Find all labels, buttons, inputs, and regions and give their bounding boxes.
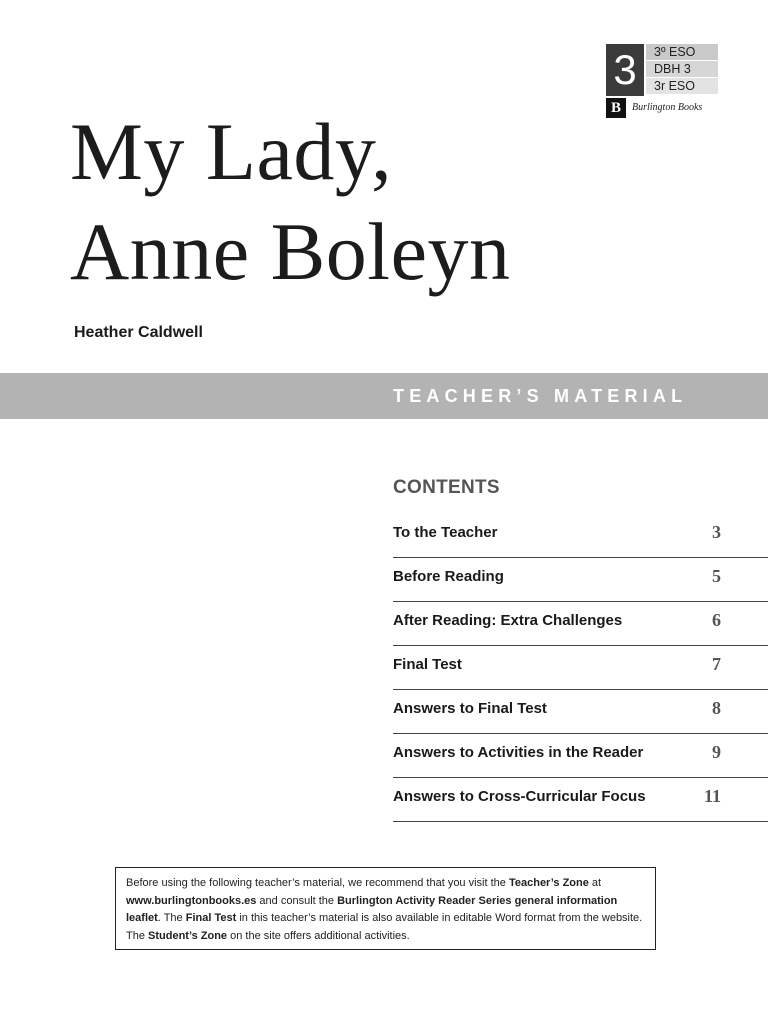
- notice-text: . The: [157, 912, 186, 924]
- toc-item-page: 8: [712, 698, 721, 718]
- book-title: [70, 102, 630, 302]
- notice-text: on the site offers additional activities.: [227, 929, 410, 942]
- notice-text: Before using the following teacher’s material, we recommend that you visit the: [126, 877, 509, 889]
- section-band: [0, 373, 768, 419]
- table-of-contents: [393, 514, 768, 822]
- level-number: 3: [606, 44, 644, 96]
- level-label-3r: 3r ESO: [646, 78, 718, 94]
- notice-leaflet: Burlington Activity Reader Series general information leaflet: [126, 894, 618, 924]
- toc-item-page: 3: [712, 522, 721, 542]
- notice-text: at: [588, 877, 602, 889]
- toc-item-label: Answers to Activities in the Reader: [393, 744, 644, 761]
- toc-item-label: Answers to Cross-Curricular Focus: [393, 788, 646, 805]
- notice-teachers-zone: Teacher’s Zone: [508, 877, 589, 889]
- publisher-name: Burlington Books: [632, 102, 703, 113]
- toc-item-label: Before Reading: [393, 568, 504, 585]
- toc-item-to-the-teacher[interactable]: [393, 514, 768, 558]
- level-label-dbh: DBH 3: [646, 61, 718, 77]
- toc-item-label: Answers to Final Test: [393, 700, 547, 717]
- toc-item-answers-cross-curricular[interactable]: [393, 778, 768, 822]
- toc-item-page: 11: [703, 786, 721, 806]
- section-band-title: TEACHER’S MATERIAL: [393, 386, 688, 406]
- notice-text: in this teacher’s material is also available in editable Word format from the website. The: [126, 912, 643, 942]
- toc-item-page: 7: [712, 654, 721, 674]
- book-title-line-2: Anne Boleyn: [70, 206, 511, 297]
- notice-students-zone: Student’s Zone: [148, 929, 228, 942]
- toc-item-label: After Reading: Extra Challenges: [393, 612, 623, 629]
- book-title-line-1: My Lady,: [70, 106, 393, 197]
- publisher-logo-icon: B: [606, 98, 626, 118]
- toc-item-page: 5: [712, 566, 721, 586]
- toc-item-after-reading[interactable]: [393, 602, 768, 646]
- toc-item-answers-activities[interactable]: [393, 734, 768, 778]
- toc-item-final-test[interactable]: [393, 646, 768, 690]
- toc-item-before-reading[interactable]: [393, 558, 768, 602]
- teacher-notice-box: [115, 867, 656, 950]
- toc-item-label: To the Teacher: [393, 524, 498, 541]
- toc-item-answers-final-test[interactable]: [393, 690, 768, 734]
- toc-item-page: 6: [712, 610, 721, 630]
- contents-heading: CONTENTS: [393, 477, 500, 498]
- toc-item-page: 9: [712, 742, 721, 762]
- toc-item-label: Final Test: [393, 656, 462, 673]
- level-label-eso: 3º ESO: [646, 44, 718, 60]
- notice-website-link[interactable]: www.burlingtonbooks.es: [126, 894, 257, 907]
- author-name: Heather Caldwell: [74, 324, 203, 341]
- notice-final-test: Final Test: [185, 912, 237, 924]
- notice-text: and consult the: [256, 894, 338, 907]
